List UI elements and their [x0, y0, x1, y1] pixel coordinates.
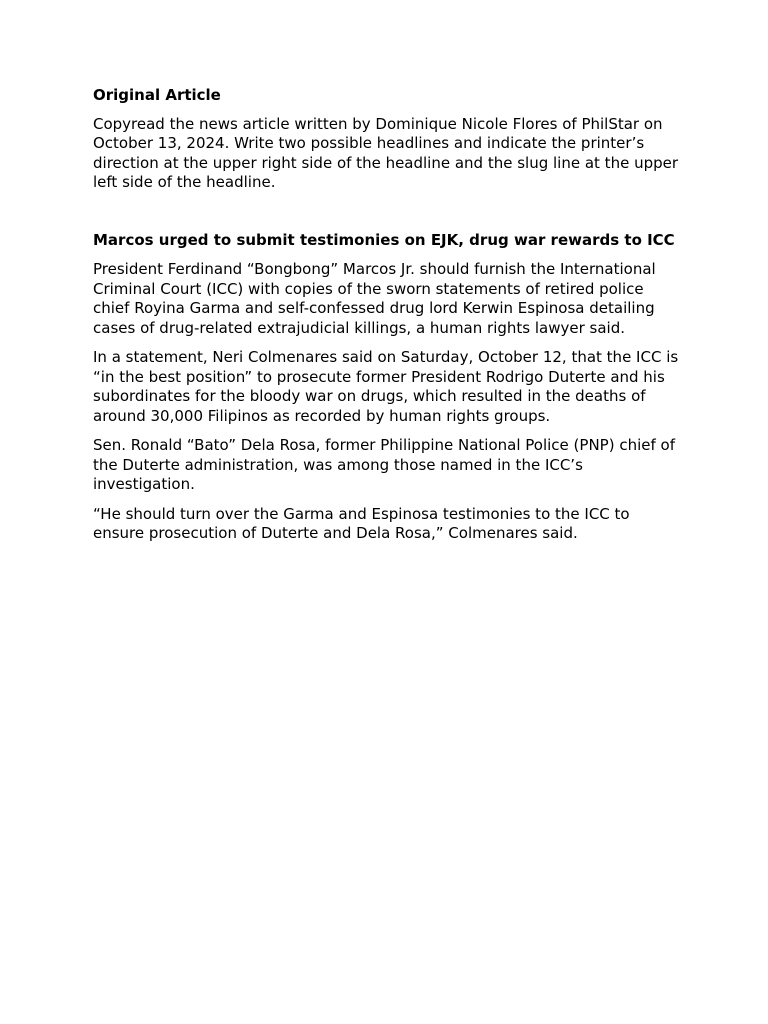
article-headline: Marcos urged to submit testimonies on EJK, drug war rewards to ICC — [93, 230, 675, 249]
article-paragraph: President Ferdinand “Bongbong” Marcos Jr. should furnish the International Criminal Court (ICC) with copies of the sworn statements of retired police chief Royina Garma and self-confessed drug lord Kerwin Espinosa detailing cases of drug-related extrajudicial killings, a human rights lawyer said. — [93, 260, 656, 337]
article-paragraph: Sen. Ronald “Bato” Dela Rosa, former Philippine National Police (PNP) chief of the Duterte administration, was among those named in the ICC’s investigation. — [93, 436, 675, 493]
section-title: Original Article — [93, 86, 221, 104]
article-paragraph: In a statement, Neri Colmenares said on Saturday, October 12, that the ICC is “in the best position” to prosecute former President Rodrigo Duterte and his subordinates for the bloody war on drugs, which resulted in the deaths of around 30,000 Filipinos as recorded by human rights groups. — [93, 348, 679, 425]
article-body — [93, 260, 683, 544]
article-paragraph: “He should turn over the Garma and Espinosa testimonies to the ICC to ensure prosecution of Duterte and Dela Rosa,” Colmenares said. — [93, 504, 630, 542]
instructions-paragraph: Copyread the news article written by Dominique Nicole Flores of PhilStar on October 13, 2024. Write two possible headlines and indicate the printer’s direction at the upper right side of the headline and the slug line at the upper left side of the headline. — [93, 114, 679, 191]
document-page — [93, 86, 683, 554]
